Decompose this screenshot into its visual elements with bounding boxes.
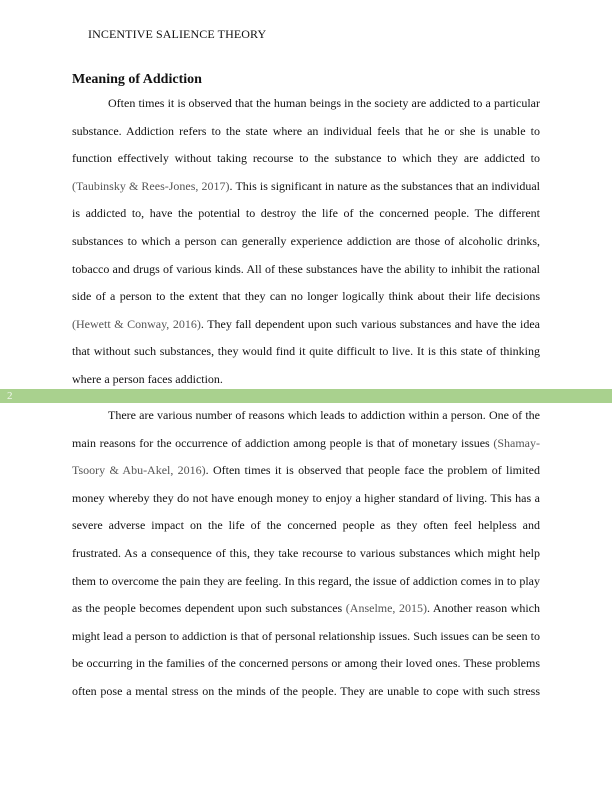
text-line: substance. Addiction refers to the state where an individual feels that he or she is unable to (72, 123, 540, 138)
text-line: money whereby they do not have enough money to enjoy a higher standard of living. This has a (72, 490, 540, 505)
text-line-with-citation: Tsoory & Abu-Akel, 2016). Often times it is observed that people face the problem of limited (72, 463, 540, 478)
text-line: where a person faces addiction. (72, 371, 223, 386)
page-break-bar (0, 389, 612, 403)
paragraph-2 (72, 407, 540, 711)
text-line: be occurring in the families of the concerned persons or among their loved ones. These problems (72, 656, 540, 671)
text-line: There are various number of reasons which leads to addiction within a person. One of the (108, 408, 540, 422)
text-line: them to overcome the pain they are feeling. In this regard, the issue of addiction comes in to play (72, 573, 540, 588)
text-line-with-citation: main reasons for the occurrence of addiction among people is that of monetary issues (Shamay- (72, 435, 540, 450)
text-line-with-citation: as the people becomes dependent upon such substances (Anselme, 2015). Another reason which (72, 601, 540, 616)
text-line: tobacco and drugs of various kinds. All of these substances have the ability to inhibit the rational (72, 261, 540, 276)
running-head: INCENTIVE SALIENCE THEORY (88, 27, 267, 41)
text-line: Often times it is observed that the human beings in the society are addicted to a particular (108, 96, 540, 110)
page-number: 2 (7, 390, 13, 402)
text-line: that without such substances, they would find it quite difficult to live. It is this state of thinking (72, 344, 540, 359)
text-line: often pose a mental stress on the minds of the people. They are unable to cope with such stress (72, 683, 540, 698)
text-line: severe adverse impact on the life of the concerned people as they often feel helpless and (72, 518, 540, 533)
text-line: is addicted to, have the potential to destroy the life of the concerned people. The different (72, 206, 540, 221)
text-line: substances to which a person can generally experience addiction are those of alcoholic drinks, (72, 233, 540, 248)
text-line: function effectively without taking recourse to the substance to which they are addicted to (72, 151, 540, 166)
text-line-with-citation: (Taubinsky & Rees-Jones, 2017). This is significant in nature as the substances that an individual (72, 178, 540, 193)
paragraph-1 (72, 95, 540, 399)
text-line: might lead a person to addiction is that of personal relationship issues. Such issues can be seen to (72, 628, 540, 643)
section-heading: Meaning of Addiction (72, 72, 202, 87)
text-line-with-citation: (Hewett & Conway, 2016). They fall dependent upon such various substances and have the idea (72, 316, 541, 331)
text-line: frustrated. As a consequence of this, they take recourse to various substances which might help (72, 545, 540, 560)
text-line: side of a person to the extent that they can no longer logically think about their life decisions (72, 289, 540, 304)
